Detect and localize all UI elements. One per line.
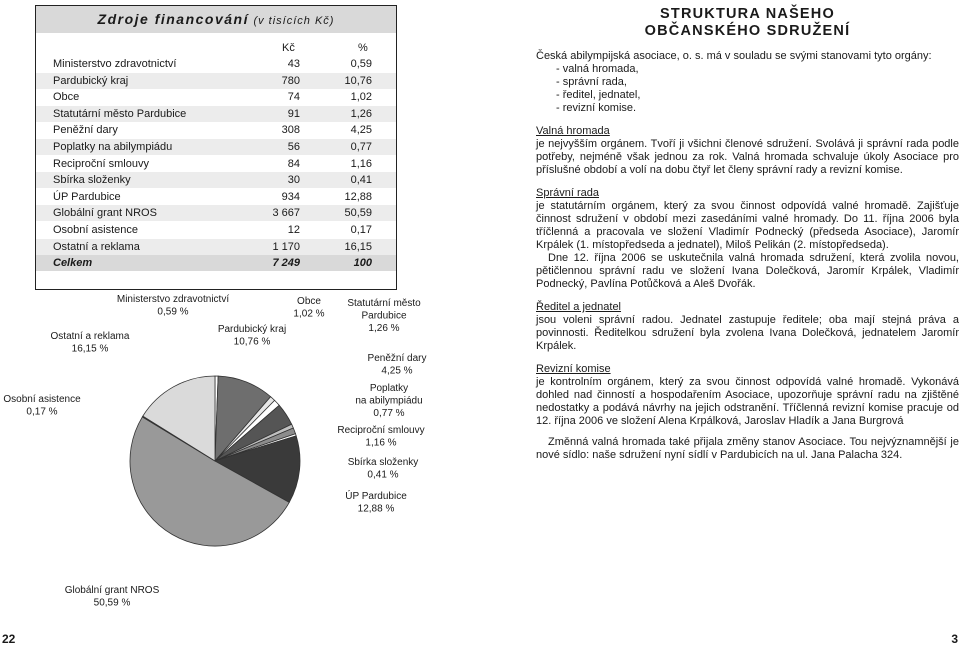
pie-slice-label: Statutární město Pardubice 1,26 % (347, 298, 421, 334)
pie-slice-label: Poplatky na abilympiádu 0,77 % (355, 383, 423, 419)
row-percent: 0,77 (350, 141, 372, 153)
table-row (36, 205, 396, 221)
pie-slice-label: Pardubický kraj 10,76 % (217, 324, 287, 348)
column-header-kc: Kč (282, 42, 295, 54)
section-title (536, 6, 959, 40)
row-amount-kc: 56 (287, 141, 300, 153)
financing-pie-chart (0, 288, 535, 646)
pie-slice-label: Ostatní a reklama 16,15 % (50, 331, 130, 355)
row-percent: 0,17 (350, 224, 372, 236)
row-percent: 1,02 (350, 91, 372, 104)
row-percent: 1,26 (350, 107, 372, 120)
table-row (36, 73, 396, 89)
row-label: Obce (53, 91, 80, 104)
pie-slice-label: Sbírka složenky 0,41 % (347, 457, 419, 481)
body-revizni-komise: je kontrolním orgánem, který za svou činnost odpovídá valné hromadě. Vykonává dohled nad činností a hospodařením Asociace, upozorňuje správní radu na zjištěné nedostatky a podává návrhy na jejich odstranění. Tříčlenná revizní komise pracuje od 12. října 2006 ve složení Alena Krpálková, Jaroslav Hladík a Jana Burgrová (536, 376, 959, 427)
financing-title: Zdroje financování (97, 11, 249, 27)
heading-revizni-komise: Revizní komise (536, 363, 611, 375)
body-valna-hromada: je nejvyšším orgánem. Tvoří ji všichni členové sdružení. Svolává ji správní rada podle potřeby, nejméně však jednou za rok. Valná hromada schvaluje úkoly Asociace pro příslušné období a volí na dobu čtyř let členy správní rady a revizní komise. (536, 138, 959, 176)
heading-spravni-rada: Správní rada (536, 187, 599, 199)
body-reditel-jednatel: jsou voleni správní radou. Jednatel zastupuje ředitele; oba mají stejná práva a povinnosti. Ředitelkou sdružení byla zvolena Ivana Dolečková, jednatelem Jaromír Krpálek. (536, 314, 959, 352)
organ-item: - ředitel, jednatel, (556, 89, 959, 102)
row-amount-kc: 7 249 (272, 257, 300, 270)
paragraph-statute-change: Změnná valná hromada také přijala změny stanov Asociace. Tou nejvýznamnější je nové sídlo: naše sdružení nyní sídlí v Pardubicích na ul. Jana Palacha 324. (536, 436, 959, 461)
heading-valna-hromada: Valná hromada (536, 125, 610, 137)
pie-slice-label: Osobní asistence 0,17 % (3, 394, 81, 418)
row-percent: 12,88 (344, 190, 372, 203)
pie-slice-label: Peněžní dary 4,25 % (367, 353, 427, 377)
table-row (36, 106, 396, 122)
table-row (36, 56, 396, 72)
row-percent: 0,41 (350, 174, 372, 187)
row-percent: 10,76 (344, 74, 372, 87)
pie-slice-label: ÚP Pardubice 12,88 % (345, 491, 407, 515)
organ-item: - valná hromada, (556, 63, 959, 76)
organ-item: - revizní komise. (556, 102, 959, 115)
row-label: Statutární město Pardubice (53, 107, 187, 120)
pie-slice-label: Obce 1,02 % (293, 296, 325, 320)
table-row (36, 122, 396, 138)
structure-section (536, 6, 959, 462)
table-total-row (36, 255, 396, 271)
row-amount-kc: 780 (281, 74, 300, 87)
table-row (36, 222, 396, 238)
table-row (36, 89, 396, 105)
row-amount-kc: 74 (287, 91, 300, 104)
financing-subtitle: (v tisících Kč) (253, 15, 335, 27)
row-label: Ministerstvo zdravotnictví (53, 58, 177, 70)
organs-list (536, 63, 959, 115)
intro-text: Česká abilympijská asociace, o. s. má v souladu se svými stanovami tyto orgány: (536, 50, 932, 62)
row-label: Osobní asistence (53, 224, 138, 236)
row-label: Peněžní dary (53, 124, 118, 137)
table-row (36, 172, 396, 188)
row-percent: 100 (353, 257, 372, 270)
section-title-line1: STRUKTURA NAŠEHO (660, 6, 835, 22)
row-label: Globální grant NROS (53, 207, 157, 220)
row-label: ÚP Pardubice (53, 190, 121, 203)
organ-item: - správní rada, (556, 76, 959, 89)
row-label: Celkem (53, 257, 93, 270)
column-header-pct: % (358, 42, 368, 54)
row-amount-kc: 1 170 (272, 240, 300, 253)
row-label: Reciproční smlouvy (53, 157, 149, 170)
section-title-line2: OBČANSKÉHO SDRUŽENÍ (644, 23, 851, 39)
pie-slice-label: Reciproční smlouvy 1,16 % (337, 425, 425, 449)
row-percent: 4,25 (350, 124, 372, 137)
row-percent: 50,59 (344, 207, 372, 220)
page-number-left: 22 (2, 632, 16, 646)
row-amount-kc: 43 (287, 58, 300, 70)
row-label: Sbírka složenky (53, 174, 131, 187)
paragraph-new-board: Dne 12. října 2006 se uskutečnila valná hromada sdružení, která zvolila novou, pětičlennou správní radu ve složení Ivana Dolečková, Jaromír Krpálek, Vladimír Podnecký, Pavlína Potůčková a Aleš Dvořák. (536, 252, 959, 290)
row-amount-kc: 30 (287, 174, 300, 187)
financing-table (35, 5, 397, 290)
body-spravni-rada: je statutárním orgánem, který za svou činnost odpovídá valné hromadě. Zajišťuje činnost sdružení v období mezi zasedáními valné hromady. Do 11. října 2006 byla tříčlenná a pracovala ve složení Vladimír Podnecký (předseda Asociace), Jaromír Krpálek (1. místopředseda a jednatel), Miloš Pelikán (2. místopředseda). (536, 200, 959, 251)
heading-reditel-jednatel: Ředitel a jednatel (536, 301, 622, 313)
row-percent: 1,16 (350, 157, 372, 170)
row-amount-kc: 934 (281, 190, 300, 203)
row-amount-kc: 84 (287, 157, 300, 170)
financing-table-title (36, 6, 396, 33)
row-percent: 16,15 (344, 240, 372, 253)
table-row (36, 139, 396, 155)
row-label: Poplatky na abilympiádu (53, 141, 173, 153)
table-row (36, 156, 396, 172)
row-amount-kc: 3 667 (272, 207, 300, 220)
row-amount-kc: 308 (281, 124, 300, 137)
row-amount-kc: 91 (287, 107, 300, 120)
row-percent: 0,59 (350, 58, 372, 70)
row-amount-kc: 12 (287, 224, 300, 236)
pie-slice-label: Ministerstvo zdravotnictví 0,59 % (116, 294, 230, 318)
table-row (36, 239, 396, 255)
row-label: Ostatní a reklama (53, 240, 140, 253)
page-number-right: 3 (951, 632, 958, 646)
pie-slice-label: Globální grant NROS 50,59 % (64, 585, 160, 609)
table-row (36, 189, 396, 205)
row-label: Pardubický kraj (53, 74, 129, 87)
